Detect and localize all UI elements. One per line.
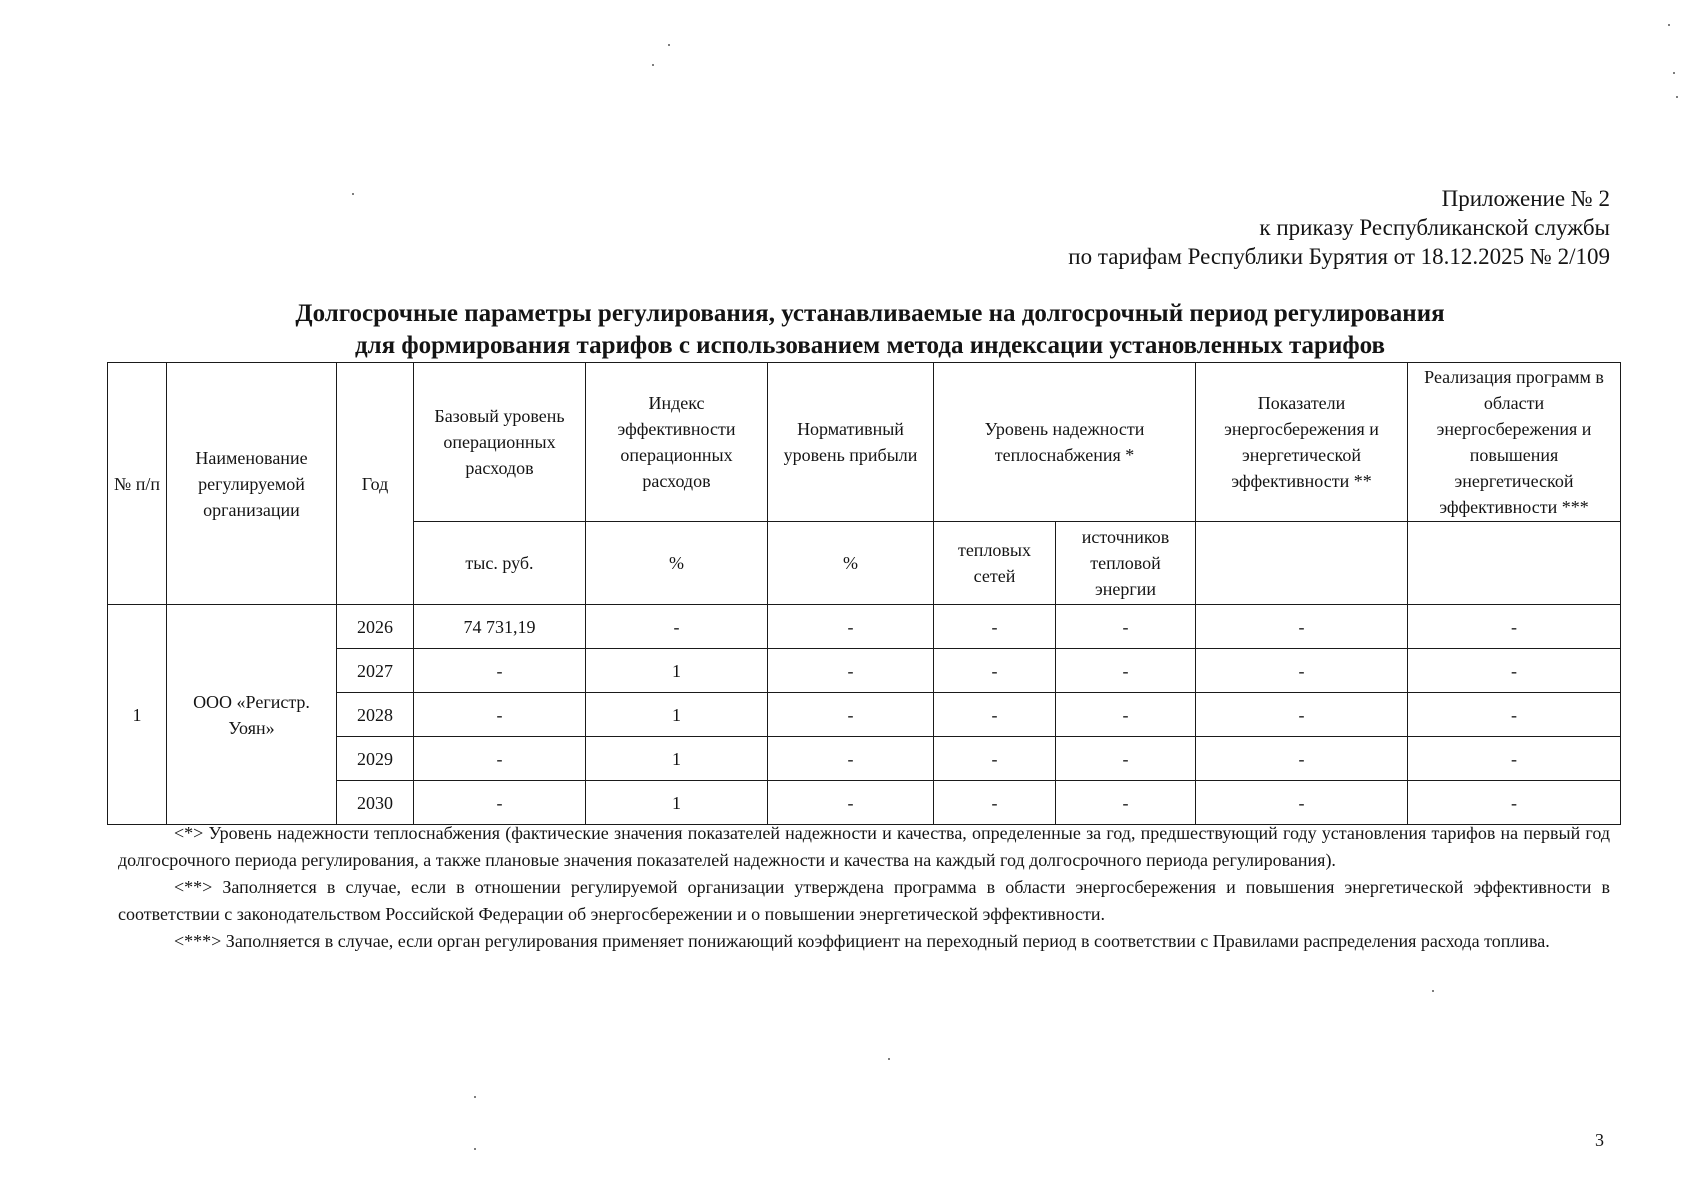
cell-energy-saving-programs: - (1408, 737, 1621, 781)
cell-heat-networks: - (934, 649, 1056, 693)
cell-efficiency-index: 1 (586, 737, 768, 781)
unit-energy-saving-programs (1408, 522, 1621, 605)
footnotes (118, 820, 1610, 955)
cell-year: 2028 (337, 693, 414, 737)
scan-speck (888, 1058, 890, 1060)
scan-speck (668, 44, 670, 46)
table-row (108, 605, 1621, 649)
cell-energy-saving-indicators: - (1196, 605, 1408, 649)
table-header-row (108, 363, 1621, 522)
header-energy-saving-programs: Реализация программ в области энергосбережения и повышения энергетической эффективности *** (1408, 363, 1621, 522)
cell-energy-saving-indicators: - (1196, 781, 1408, 825)
parameters-table (107, 362, 1621, 825)
unit-heat-networks: тепловых сетей (934, 522, 1056, 605)
cell-heat-networks: - (934, 605, 1056, 649)
cell-base-level: 74 731,19 (414, 605, 586, 649)
cell-profit-level: - (768, 781, 934, 825)
cell-energy-saving-indicators: - (1196, 693, 1408, 737)
header-efficiency-index: Индекс эффективности операционных расходов (586, 363, 768, 522)
header-organization: Наименование регулируемой организации (167, 363, 337, 605)
footnote-energy-saving-indicators: <**> Заполняется в случае, если в отношении регулируемой организации утверждена программа в области энергосбережения и повышения энергетической эффективности в соответствии с законодательством Российской Федерации об энергосбережении и о повышении энергетической эффективности. (118, 877, 1610, 924)
cell-heat-networks: - (934, 693, 1056, 737)
unit-base-level: тыс. руб. (414, 522, 586, 605)
header-num: № п/п (108, 363, 167, 605)
scan-speck (474, 1096, 476, 1098)
parameters-table-wrapper (107, 362, 1620, 825)
org-name: ООО «Регистр. Уоян» (167, 605, 337, 825)
cell-profit-level: - (768, 649, 934, 693)
cell-energy-saving-programs: - (1408, 605, 1621, 649)
cell-energy-saving-indicators: - (1196, 649, 1408, 693)
title-line-2: для формирования тарифов с использованием метода индексации установленных тарифов (354, 332, 1386, 359)
document-title (100, 298, 1640, 362)
title-line-1: Долгосрочные параметры регулирования, устанавливаемые на долгосрочный период регулирования (295, 300, 1445, 327)
cell-year: 2026 (337, 605, 414, 649)
header-year: Год (337, 363, 414, 605)
cell-year: 2027 (337, 649, 414, 693)
cell-efficiency-index: 1 (586, 781, 768, 825)
header-profit-level: Нормативный уровень прибыли (768, 363, 934, 522)
header-base-level: Базовый уровень операционных расходов (414, 363, 586, 522)
scan-speck (1673, 72, 1675, 74)
cell-heat-networks: - (934, 737, 1056, 781)
cell-heat-sources: - (1056, 693, 1196, 737)
unit-profit-level: % (768, 522, 934, 605)
cell-heat-sources: - (1056, 605, 1196, 649)
unit-heat-sources: источников тепловой энергии (1056, 522, 1196, 605)
cell-profit-level: - (768, 605, 934, 649)
cell-year: 2030 (337, 781, 414, 825)
unit-efficiency-index: % (586, 522, 768, 605)
cell-efficiency-index: 1 (586, 649, 768, 693)
header-energy-saving-indicators: Показатели энергосбережения и энергетической эффективности ** (1196, 363, 1408, 522)
cell-year: 2029 (337, 737, 414, 781)
cell-base-level: - (414, 737, 586, 781)
scan-speck (352, 193, 354, 195)
cell-energy-saving-programs: - (1408, 781, 1621, 825)
cell-heat-sources: - (1056, 781, 1196, 825)
appendix-line-1: Приложение № 2 (1441, 186, 1610, 211)
header-reliability: Уровень надежности теплоснабжения * (934, 363, 1196, 522)
cell-profit-level: - (768, 693, 934, 737)
cell-energy-saving-programs: - (1408, 693, 1621, 737)
cell-energy-saving-indicators: - (1196, 737, 1408, 781)
cell-profit-level: - (768, 737, 934, 781)
cell-base-level: - (414, 781, 586, 825)
footnote-energy-saving-programs: <***> Заполняется в случае, если орган регулирования применяет понижающий коэффициент на переходный период в соответствии с Правилами распределения расхода топлива. (174, 931, 1550, 951)
appendix-line-2: к приказу Республиканской службы (1259, 215, 1610, 240)
appendix-line-3: по тарифам Республики Бурятия от 18.12.2025 № 2/109 (1068, 244, 1610, 269)
scan-speck (652, 64, 654, 66)
cell-heat-networks: - (934, 781, 1056, 825)
cell-efficiency-index: - (586, 605, 768, 649)
scan-speck (1432, 990, 1434, 992)
cell-heat-sources: - (1056, 737, 1196, 781)
scan-speck (474, 1148, 476, 1150)
unit-energy-saving-indicators (1196, 522, 1408, 605)
cell-base-level: - (414, 693, 586, 737)
cell-energy-saving-programs: - (1408, 649, 1621, 693)
cell-base-level: - (414, 649, 586, 693)
appendix-header (1068, 184, 1610, 271)
scan-speck (1668, 24, 1670, 26)
org-number: 1 (108, 605, 167, 825)
page-number: 3 (1595, 1130, 1604, 1150)
footnote-reliability: <*> Уровень надежности теплоснабжения (фактические значения показателей надежности и качества, определенные за год, предшествующий году установления тарифов на первый год долгосрочного периода регулирования, а также плановые значения показателей надежности и качества на каждый год долгосрочного периода регулирования). (118, 823, 1610, 870)
cell-efficiency-index: 1 (586, 693, 768, 737)
scan-speck (1676, 96, 1678, 98)
cell-heat-sources: - (1056, 649, 1196, 693)
